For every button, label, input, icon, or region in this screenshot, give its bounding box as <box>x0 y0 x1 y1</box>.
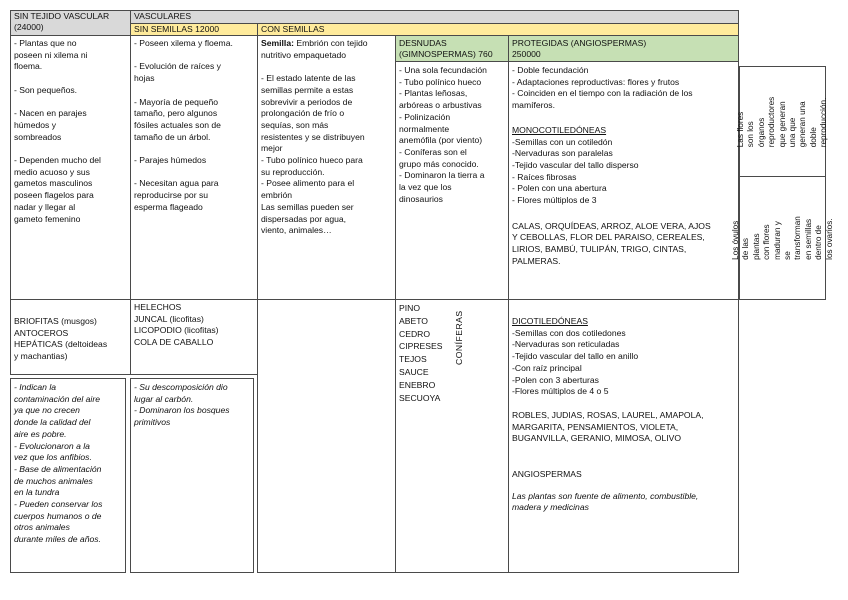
briofitas-names: BRIOFITAS (musgos) ANTOCEROS HEPÁTICAS (deltoideas y machantias) <box>14 316 108 362</box>
col-con-semillas-bottom <box>257 299 396 573</box>
semilla-text: Embrión con tejido nutritivo empaquetado - El estado latente de las semillas permite a estas sobrevivir a periodos de prolongación de frío o sequías, son más resistentes y se distribuyen mejor - Tubo polínico hueco para su reproducción. - Posee alimento para el embrión Las semillas pueden ser dispersadas por agua, viento, animales… <box>261 38 368 236</box>
col-sin-tejido-bottom <box>10 299 131 375</box>
col-sin-semillas-notes <box>130 378 254 573</box>
header-con-semillas: CON SEMILLAS <box>257 23 739 36</box>
coniferas-label: CONÍFERAS <box>454 310 464 365</box>
side-note-ovulos <box>730 176 834 300</box>
monocotiledoneas-title: MONOCOTILEDÓNEAS <box>512 124 607 135</box>
sin-tejido-description: - Plantas que no poseen ni xilema ni floema. - Son pequeños. - Nacen en parajes húmedos y sombreados - Dependen mucho del medio acuoso y sus gametos masculinos poseen flagelos para nadar y llegar al gameto femenino <box>14 38 101 224</box>
col-sin-semillas-top <box>130 35 258 300</box>
header-sin-semillas: SIN SEMILLAS 12000 <box>130 23 258 36</box>
side-note-flores <box>735 66 828 177</box>
coniferas-list: PINO ABETO CEDRO CIPRESES TEJOS SAUCE ENEBRO SECUOYA <box>399 303 443 403</box>
angiospermas-text: Las plantas son fuente de alimento, combustible, madera y medicinas <box>512 490 699 513</box>
dicotiledoneas-title: DICOTILEDÓNEAS <box>512 316 588 326</box>
protegidas-intro: - Doble fecundación - Adaptaciones reproductivas: flores y frutos - Coinciden en el tiempo con la radiación de los mamíferos. <box>512 65 693 111</box>
col-desnudas-bottom <box>395 299 509 573</box>
header-vasculares: VASCULARES <box>130 10 739 24</box>
side-note-ovulos-text: Los óvulos de las plantas con flores maduran y se transforman en semillas dentro de los ovarios. <box>730 216 834 260</box>
header-desnudas <box>395 35 509 62</box>
desnudas-description: - Una sola fecundación - Tubo polínico hueco - Plantas leñosas, arbóreas o arbustivas - Polinización normalmente anemófila (por viento) - Coníferas son el grupo más conocido. - Dominaron la tierra a la vez que los dinosaurios <box>399 65 487 204</box>
col-protegidas-top <box>508 61 739 300</box>
header-protegidas <box>508 35 739 62</box>
helechos-notes: - Su descomposición dio lugar al carbón. - Dominaron los bosques primitivos <box>134 382 230 428</box>
briofitas-notes: - Indican la contaminación del aire ya que no crecen donde la calidad del aire es pobre. - Evolucionaron a la vez que los anfibios. - Base de alimentación de muchos animales en la tundra - Pueden conservar los cuerpos humanos o de otros animales durante miles de años. <box>14 382 103 545</box>
header-protegidas-count: 250000 <box>512 49 541 59</box>
dicotiledoneas-examples: ROBLES, JUDIAS, ROSAS, LAUREL, AMAPOLA, MARGARITA, PENSAMIENTOS, VIOLETA, BUGANVILLA, GERANIO, MIMOSA, OLIVO <box>512 409 704 444</box>
side-note-flores-text: Las flores son los órganos reproductores que generan una que generan una doble reproducción. <box>735 96 828 147</box>
col-sin-semillas-bottom <box>130 299 258 375</box>
monocotiledoneas-examples: CALAS, ORQUÍDEAS, ARROZ, ALOE VERA, AJOS Y CEBOLLAS, FLOR DEL PARAISO, CEREALES, LIRIOS, BAMBÚ, TULIPÁN, TRIGO, CINTAS, PALMERAS. <box>512 220 711 266</box>
monocotiledoneas-list: -Semillas con un cotiledón -Nervaduras son paralelas -Tejido vascular del tallo disperso - Raíces fibrosas - Polen con una abertura - Flores múltiplos de 3 <box>512 136 639 206</box>
header-sin-tejido-count: (24000) <box>14 22 44 32</box>
col-protegidas-bottom <box>508 299 739 573</box>
dicotiledoneas-list: -Semillas con dos cotiledones -Nervaduras son reticuladas -Tejido vascular del tallo en anillo -Con raíz principal -Polen con 3 aberturas -Flores múltiplos de 4 o 5 <box>512 327 639 397</box>
angiospermas-title: ANGIOSPERMAS <box>512 469 582 480</box>
sin-semillas-description: - Poseen xilema y floema. - Evolución de raíces y hojas - Mayoría de pequeño tamaño, pero algunos fósiles actuales son de tamaño de un árbol. - Parajes húmedos - Necesitan agua para reproducirse por su esperma flageado <box>134 38 233 212</box>
header-desnudas-title: DESNUDAS <box>399 38 447 48</box>
col-con-semillas-top <box>257 35 396 300</box>
con-semillas-description <box>261 38 392 237</box>
header-gimnospermas: (GIMNOSPERMAS) 760 <box>399 49 493 59</box>
col-sin-tejido-notes <box>10 378 126 573</box>
col-desnudas-top <box>395 61 509 300</box>
header-protegidas-title: PROTEGIDAS (ANGIOSPERMAS) <box>512 38 647 48</box>
semilla-label: Semilla: <box>261 38 294 48</box>
header-sin-tejido-title: SIN TEJIDO VASCULAR <box>14 11 110 21</box>
helechos-names: HELECHOS JUNCAL (licofitas) LICOPODIO (licofitas) COLA DE CABALLO <box>134 302 219 348</box>
col-sin-tejido-top <box>10 35 131 300</box>
header-sin-tejido <box>10 10 131 36</box>
